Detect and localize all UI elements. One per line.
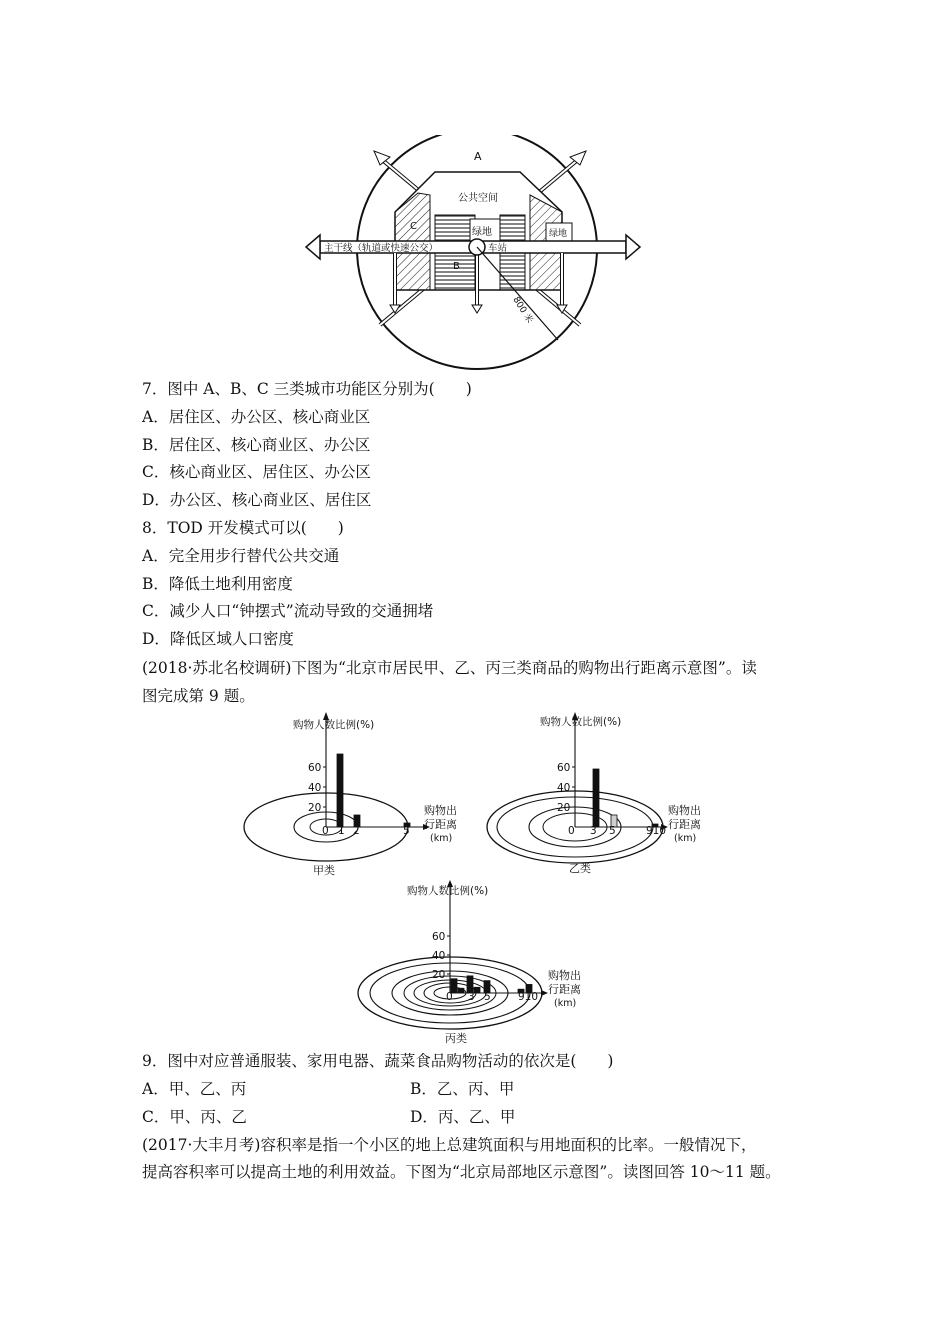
bing-xtick-1: 3 bbox=[468, 991, 475, 1003]
q7-option-d[interactable]: D．办公区、核心商业区、居住区 bbox=[142, 491, 372, 509]
chart-bing bbox=[355, 880, 595, 1050]
jia-bar bbox=[337, 754, 343, 827]
chart-yi bbox=[480, 710, 720, 880]
bing-ytick-label: 40 bbox=[432, 950, 446, 962]
q9-option-a[interactable]: A．甲、乙、丙 bbox=[142, 1080, 247, 1098]
bing-bar bbox=[458, 988, 464, 993]
q9-stem: 9．图中对应普通服装、家用电器、蔬菜食品购物活动的依次是( ) bbox=[142, 1052, 614, 1070]
label-radius: 800 米 bbox=[510, 295, 535, 326]
label-public-space: 公共空间 bbox=[458, 193, 498, 204]
yi-xtick-0: 0 bbox=[568, 825, 575, 837]
q8-option-d[interactable]: D．降低区域人口密度 bbox=[142, 630, 294, 648]
chart-jia bbox=[240, 710, 480, 880]
q8-stem: 8．TOD 开发模式可以( ) bbox=[142, 519, 344, 537]
intro10-line2: 提高容积率可以提高土地的利用效益。下图为“北京局部地区示意图”。读图回答 10～11 题。 bbox=[142, 1163, 781, 1181]
label-c: C bbox=[410, 221, 417, 232]
q7-option-b[interactable]: B．居住区、核心商业区、办公区 bbox=[142, 436, 371, 454]
label-green-right: 绿地 bbox=[549, 229, 568, 239]
yi-bar bbox=[593, 769, 599, 827]
intro10-line1: (2017·大丰月考)容积率是指一个小区的地上总建筑面积与用地面积的比率。一般情况下， bbox=[142, 1136, 757, 1154]
bing-ytick-label: 20 bbox=[432, 969, 446, 981]
jia-xtick-0: 0 bbox=[322, 825, 329, 837]
label-a: A bbox=[474, 150, 482, 163]
q8-option-c[interactable]: C．减少人口“钟摆式”流动导致的交通拥堵 bbox=[142, 602, 434, 620]
intro9-line1: (2018·苏北名校调研)下图为“北京市居民甲、乙、丙三类商品的购物出行距离示意图”。读 bbox=[142, 659, 757, 677]
jia-xtick-1: 1 bbox=[338, 825, 345, 837]
label-b: B bbox=[453, 261, 460, 272]
jia-ytick-label: 20 bbox=[308, 802, 322, 814]
jia-xtick-2: 2 bbox=[353, 825, 360, 837]
jia-name: 甲类 bbox=[313, 864, 335, 877]
yi-xtick-3: 910 bbox=[646, 825, 667, 837]
bing-ylabel: 购物人数比例(%) bbox=[407, 885, 489, 897]
bing-xlabel-2: 行距离 bbox=[548, 983, 581, 996]
yi-xlabel-2: 行距离 bbox=[668, 818, 701, 831]
yi-xlabel-1: 购物出 bbox=[668, 804, 701, 817]
bing-xlabel-1: 购物出 bbox=[548, 969, 581, 982]
bing-bar bbox=[474, 987, 480, 993]
q9-option-d[interactable]: D．丙、乙、甲 bbox=[410, 1108, 516, 1126]
label-station: 车站 bbox=[488, 243, 508, 254]
jia-xlabel-2: 行距离 bbox=[424, 818, 457, 831]
q7-option-a[interactable]: A．居住区、办公区、核心商业区 bbox=[142, 408, 371, 426]
jia-ytick-label: 60 bbox=[308, 762, 322, 774]
yi-name: 乙类 bbox=[569, 862, 591, 875]
intro9-line2: 图完成第 9 题。 bbox=[142, 687, 255, 705]
bing-name: 丙类 bbox=[445, 1032, 467, 1045]
jia-xtick-3: 5 bbox=[403, 825, 410, 837]
bing-xlabel-3: (km) bbox=[554, 998, 577, 1009]
bing-ytick-label: 60 bbox=[432, 931, 446, 943]
bing-xtick-3: 910 bbox=[518, 991, 539, 1003]
yi-ytick-label: 20 bbox=[557, 802, 571, 814]
q7-option-c[interactable]: C．核心商业区、居住区、办公区 bbox=[142, 463, 371, 481]
label-green-center: 绿地 bbox=[472, 227, 492, 238]
yi-ylabel: 购物人数比例(%) bbox=[540, 716, 622, 728]
q9-option-c[interactable]: C．甲、丙、乙 bbox=[142, 1108, 247, 1126]
q7-stem: 7．图中 A、B、C 三类城市功能区分别为( ) bbox=[142, 380, 472, 398]
jia-xlabel-3: (km) bbox=[430, 833, 453, 844]
bing-xtick-0: 0 bbox=[446, 991, 453, 1003]
yi-ytick-label: 60 bbox=[557, 762, 571, 774]
jia-ylabel: 购物人数比例(%) bbox=[293, 719, 375, 731]
q8-option-a[interactable]: A．完全用步行替代公共交通 bbox=[142, 547, 340, 565]
jia-ytick-label: 40 bbox=[308, 782, 322, 794]
q9-option-b[interactable]: B．乙、丙、甲 bbox=[410, 1080, 515, 1098]
yi-xtick-1: 3 bbox=[590, 825, 597, 837]
q8-option-b[interactable]: B．降低土地利用密度 bbox=[142, 575, 293, 593]
tod-diagram bbox=[300, 135, 660, 375]
yi-xlabel-3: (km) bbox=[674, 833, 697, 844]
yi-xtick-2: 5 bbox=[609, 825, 616, 837]
label-trunk-line: 主干线（轨道或快速公交） bbox=[324, 243, 439, 254]
jia-xlabel-1: 购物出 bbox=[424, 804, 457, 817]
yi-ytick-label: 40 bbox=[557, 782, 571, 794]
bing-xtick-2: 5 bbox=[484, 991, 491, 1003]
